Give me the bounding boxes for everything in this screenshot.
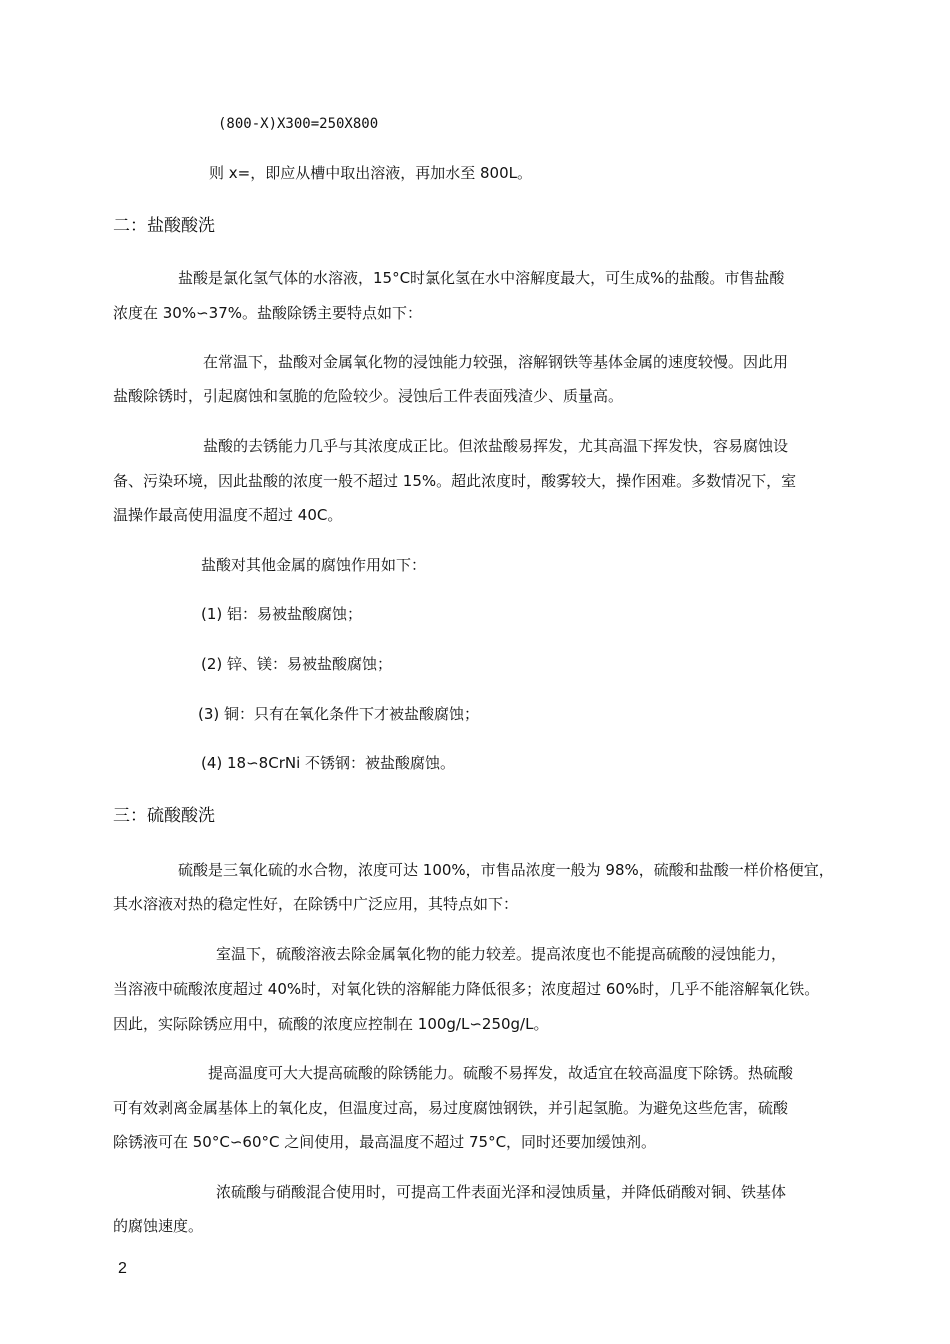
paragraph-line: 盐酸是氯化氢气体的水溶液，15°C时氯化氢在水中溶解度最大，可生成%的盐酸。市售盐酸 [178,269,785,287]
list-item: (1) 铝：易被盐酸腐蚀； [201,605,363,623]
paragraph-line: 浓度在 30%∽37%。盐酸除锈主要特点如下： [113,304,423,322]
paragraph-line: 提高温度可大大提高硫酸的除锈能力。硫酸不易挥发，故适宜在较高温度下除锈。热硫酸 [208,1064,794,1082]
paragraph-line: 因此，实际除锈应用中，硫酸的浓度应控制在 100g/L∽250g/L。 [113,1015,549,1033]
section-heading-sulfuric: 三：硫酸酸洗 [113,806,215,826]
list-item: (4) 18∽8CrNi 不锈钢：被盐酸腐蚀。 [201,754,456,772]
formula-equation: (800-X)X300=250X800 [218,116,379,132]
section-heading-hydrochloric: 二：盐酸酸洗 [113,216,215,236]
paragraph-line: 在常温下，盐酸对金属氧化物的浸蚀能力较强，溶解钢铁等基体金属的速度较慢。因此用 [203,353,789,371]
paragraph-line: 当溶液中硫酸浓度超过 40%时，对氧化铁的溶解能力降低很多；浓度超过 60%时，几乎不能溶解氧化铁。 [113,980,820,998]
paragraph-line: 浓硫酸与硝酸混合使用时，可提高工件表面光泽和浸蚀质量，并降低硝酸对铜、铁基体 [216,1183,787,1201]
paragraph-line: 备、污染环境，因此盐酸的浓度一般不超过 15%。超此浓度时，酸雾较大，操作困难。多数情况下，室 [113,472,797,490]
paragraph-line: 盐酸除锈时，引起腐蚀和氢脆的危险较少。浸蚀后工件表面残渣少、质量高。 [113,387,624,405]
paragraph-line: 盐酸的去锈能力几乎与其浓度成正比。但浓盐酸易挥发，尤其高温下挥发快，容易腐蚀设 [203,437,789,455]
paragraph-line: 室温下，硫酸溶液去除金属氧化物的能力较差。提高浓度也不能提高硫酸的浸蚀能力， [216,945,787,963]
paragraph-line: 温操作最高使用温度不超过 40C。 [113,506,343,524]
formula-result: 则 x=，即应从槽中取出溶液，再加水至 800L。 [209,164,532,182]
list-intro: 盐酸对其他金属的腐蚀作用如下： [201,556,427,574]
paragraph-line: 硫酸是三氧化硫的水合物，浓度可达 100%，市售品浓度一般为 98%，硫酸和盐酸一样价格便宜， [178,861,834,879]
paragraph-line: 除锈液可在 50°C∽60°C 之间使用，最高温度不超过 75°C，同时还要加缓蚀剂。 [113,1133,657,1151]
paragraph-line: 可有效剥离金属基体上的氧化皮，但温度过高，易过度腐蚀钢铁，并引起氢脆。为避免这些危害，硫酸 [113,1099,789,1117]
page-number: 2 [118,1260,127,1277]
list-item: (2) 锌、镁：易被盐酸腐蚀； [201,655,393,673]
paragraph-line: 的腐蚀速度。 [113,1217,204,1235]
list-item: (3) 铜：只有在氧化条件下才被盐酸腐蚀； [198,705,480,723]
paragraph-line: 其水溶液对热的稳定性好，在除锈中广泛应用，其特点如下： [113,895,519,913]
